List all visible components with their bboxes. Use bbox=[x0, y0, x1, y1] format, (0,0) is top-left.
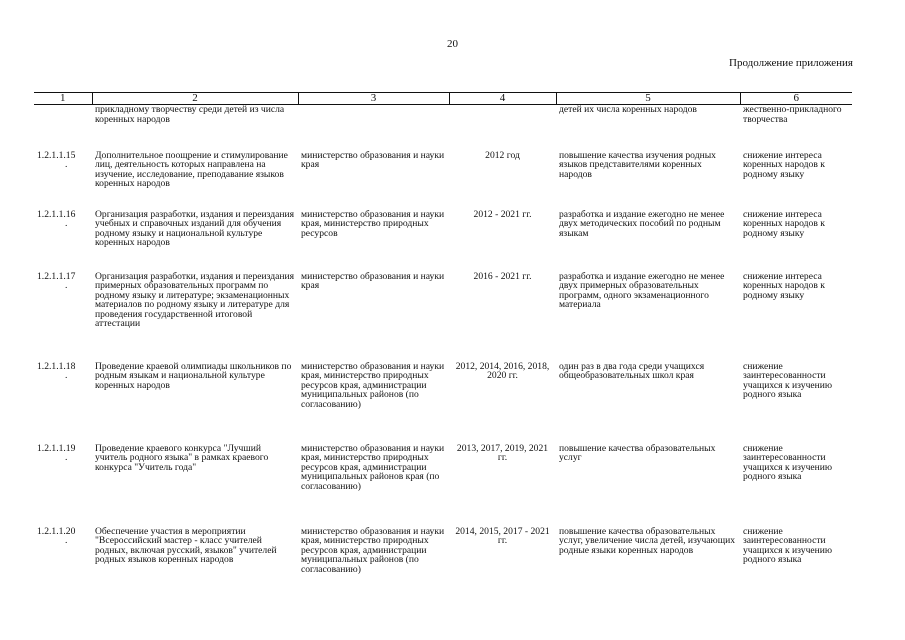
row-number bbox=[34, 272, 92, 362]
result-cell: повышение качества образовательных услуг, увеличение числа детей, изучающих родные языки коренных народов bbox=[559, 525, 736, 556]
consequence-cell: жественно-прикладного творчества bbox=[743, 104, 842, 125]
column-header-2: 2 bbox=[92, 93, 298, 105]
table-row bbox=[34, 151, 852, 210]
row-number-tail: . bbox=[65, 452, 68, 464]
row-number-main: 1.2.1.1.19 bbox=[37, 442, 76, 454]
row-number bbox=[34, 105, 92, 151]
activity-cell: Организация разработки, издания и переиздания примерных образовательных программ по родному языку и литературе; экзаменационных материалов по родному языку и литературе для проведения государственной итоговой аттестации bbox=[95, 270, 295, 330]
row-number bbox=[34, 210, 92, 272]
activity-cell: Проведение краевой олимпиады школьников по родным языкам и национальной культуре коренных народов bbox=[95, 360, 292, 391]
activity-cell: прикладному творчеству среди детей из числа коренных народов bbox=[95, 104, 285, 125]
measures-table bbox=[34, 92, 852, 574]
table-row bbox=[34, 444, 852, 527]
row-number-main: 1.2.1.1.15 bbox=[37, 149, 76, 161]
row-number-main: 1.2.1.1.17 bbox=[37, 270, 76, 282]
row-number-tail: . bbox=[65, 535, 68, 547]
executor-cell: министерство образования и науки края bbox=[301, 270, 445, 292]
consequence-cell: снижение интереса коренных народов к родному языку bbox=[743, 270, 825, 301]
table-row bbox=[34, 210, 852, 272]
row-number-tail: . bbox=[65, 159, 68, 171]
executor-cell: министерство образования и науки края, министерство природных ресурсов края, администрации муниципальных районов (по согласованию) bbox=[301, 360, 445, 410]
activity-cell: Дополнительное поощрение и стимулирование лиц, деятельность которых направлена на изучение, исследование, преподавание языков коренных народов bbox=[95, 149, 288, 190]
result-cell: повышение качества образовательных услуг bbox=[559, 442, 716, 464]
column-header-6: 6 bbox=[740, 93, 852, 105]
period-cell: 2012, 2014, 2016, 2018, 2020 гг. bbox=[455, 360, 550, 382]
result-cell: разработка и издание ежегодно не менее двух примерных образовательных программ, одного экзаменационного материала bbox=[559, 270, 725, 311]
continuation-label: Продолжение приложения bbox=[729, 57, 853, 69]
executor-cell: министерство образования и науки края, министерство природных ресурсов bbox=[301, 208, 445, 239]
result-cell: разработка и издание ежегодно не менее двух методических пособий по родным языкам bbox=[559, 208, 725, 239]
executor-cell: министерство образования и науки края bbox=[301, 149, 445, 171]
column-header-1: 1 bbox=[34, 93, 92, 105]
column-header-4: 4 bbox=[449, 93, 556, 105]
consequence-cell: снижение интереса коренных народов к родному языку bbox=[743, 208, 825, 239]
consequence-cell: снижение заинтересованности учащихся к изучению родного языка bbox=[743, 360, 833, 401]
period-cell: 2012 год bbox=[485, 149, 520, 161]
table-row bbox=[34, 272, 852, 362]
period-cell: 2014, 2015, 2017 - 2021 гг. bbox=[455, 525, 550, 547]
row-number bbox=[34, 444, 92, 527]
executor-cell: министерство образования и науки края, министерство природных ресурсов края, администрации муниципальных районов края (по согласованию) bbox=[301, 442, 445, 492]
consequence-cell: снижение заинтересованности учащихся к изучению родного языка bbox=[743, 442, 833, 483]
period-cell: 2013, 2017, 2019, 2021 гг. bbox=[456, 442, 549, 464]
row-number-main: 1.2.1.1.16 bbox=[37, 208, 76, 220]
result-cell: детей их числа коренных народов bbox=[559, 104, 697, 115]
table-header-row bbox=[34, 93, 852, 105]
period-cell bbox=[449, 105, 556, 151]
activity-cell: Проведение краевого конкурса "Лучший учитель родного языка" в рамках краевого конкурса "Учитель года" bbox=[95, 442, 269, 473]
row-number-main: 1.2.1.1.18 bbox=[37, 360, 76, 372]
table-row bbox=[34, 362, 852, 444]
column-header-5: 5 bbox=[556, 93, 740, 105]
table-row bbox=[34, 105, 852, 151]
result-cell: повышение качества изучения родных языков представителями коренных народов bbox=[559, 149, 716, 180]
consequence-cell: снижение заинтересованности учащихся к изучению родного языка bbox=[743, 525, 833, 566]
period-cell: 2016 - 2021 гг. bbox=[473, 270, 532, 282]
page-number: 20 bbox=[447, 38, 458, 50]
column-header-3: 3 bbox=[298, 93, 449, 105]
row-number-tail: . bbox=[65, 218, 68, 230]
executor-cell bbox=[298, 105, 449, 151]
row-number bbox=[34, 151, 92, 210]
row-number-main: 1.2.1.1.20 bbox=[37, 525, 76, 537]
row-number-tail: . bbox=[65, 370, 68, 382]
row-number bbox=[34, 527, 92, 575]
activity-cell: Организация разработки, издания и переиздания учебных и справочных изданий для обучения родному языку и национальной культуре коренных народов bbox=[95, 208, 295, 249]
consequence-cell: снижение интереса коренных народов к родному языку bbox=[743, 149, 825, 180]
row-number-tail: . bbox=[65, 280, 68, 292]
executor-cell: министерство образования и науки края, министерство природных ресурсов края, администрации муниципальных районов (по согласованию) bbox=[301, 525, 445, 575]
table-row bbox=[34, 527, 852, 575]
row-number bbox=[34, 362, 92, 444]
activity-cell: Обеспечение участия в мероприятии "Всероссийский мастер - класс учителей родных, включая русский, языков" учителей родных языков коренных народов bbox=[95, 525, 277, 566]
result-cell: один раз в два года среди учащихся общеобразовательных школ края bbox=[559, 360, 705, 382]
period-cell: 2012 - 2021 гг. bbox=[473, 208, 532, 220]
